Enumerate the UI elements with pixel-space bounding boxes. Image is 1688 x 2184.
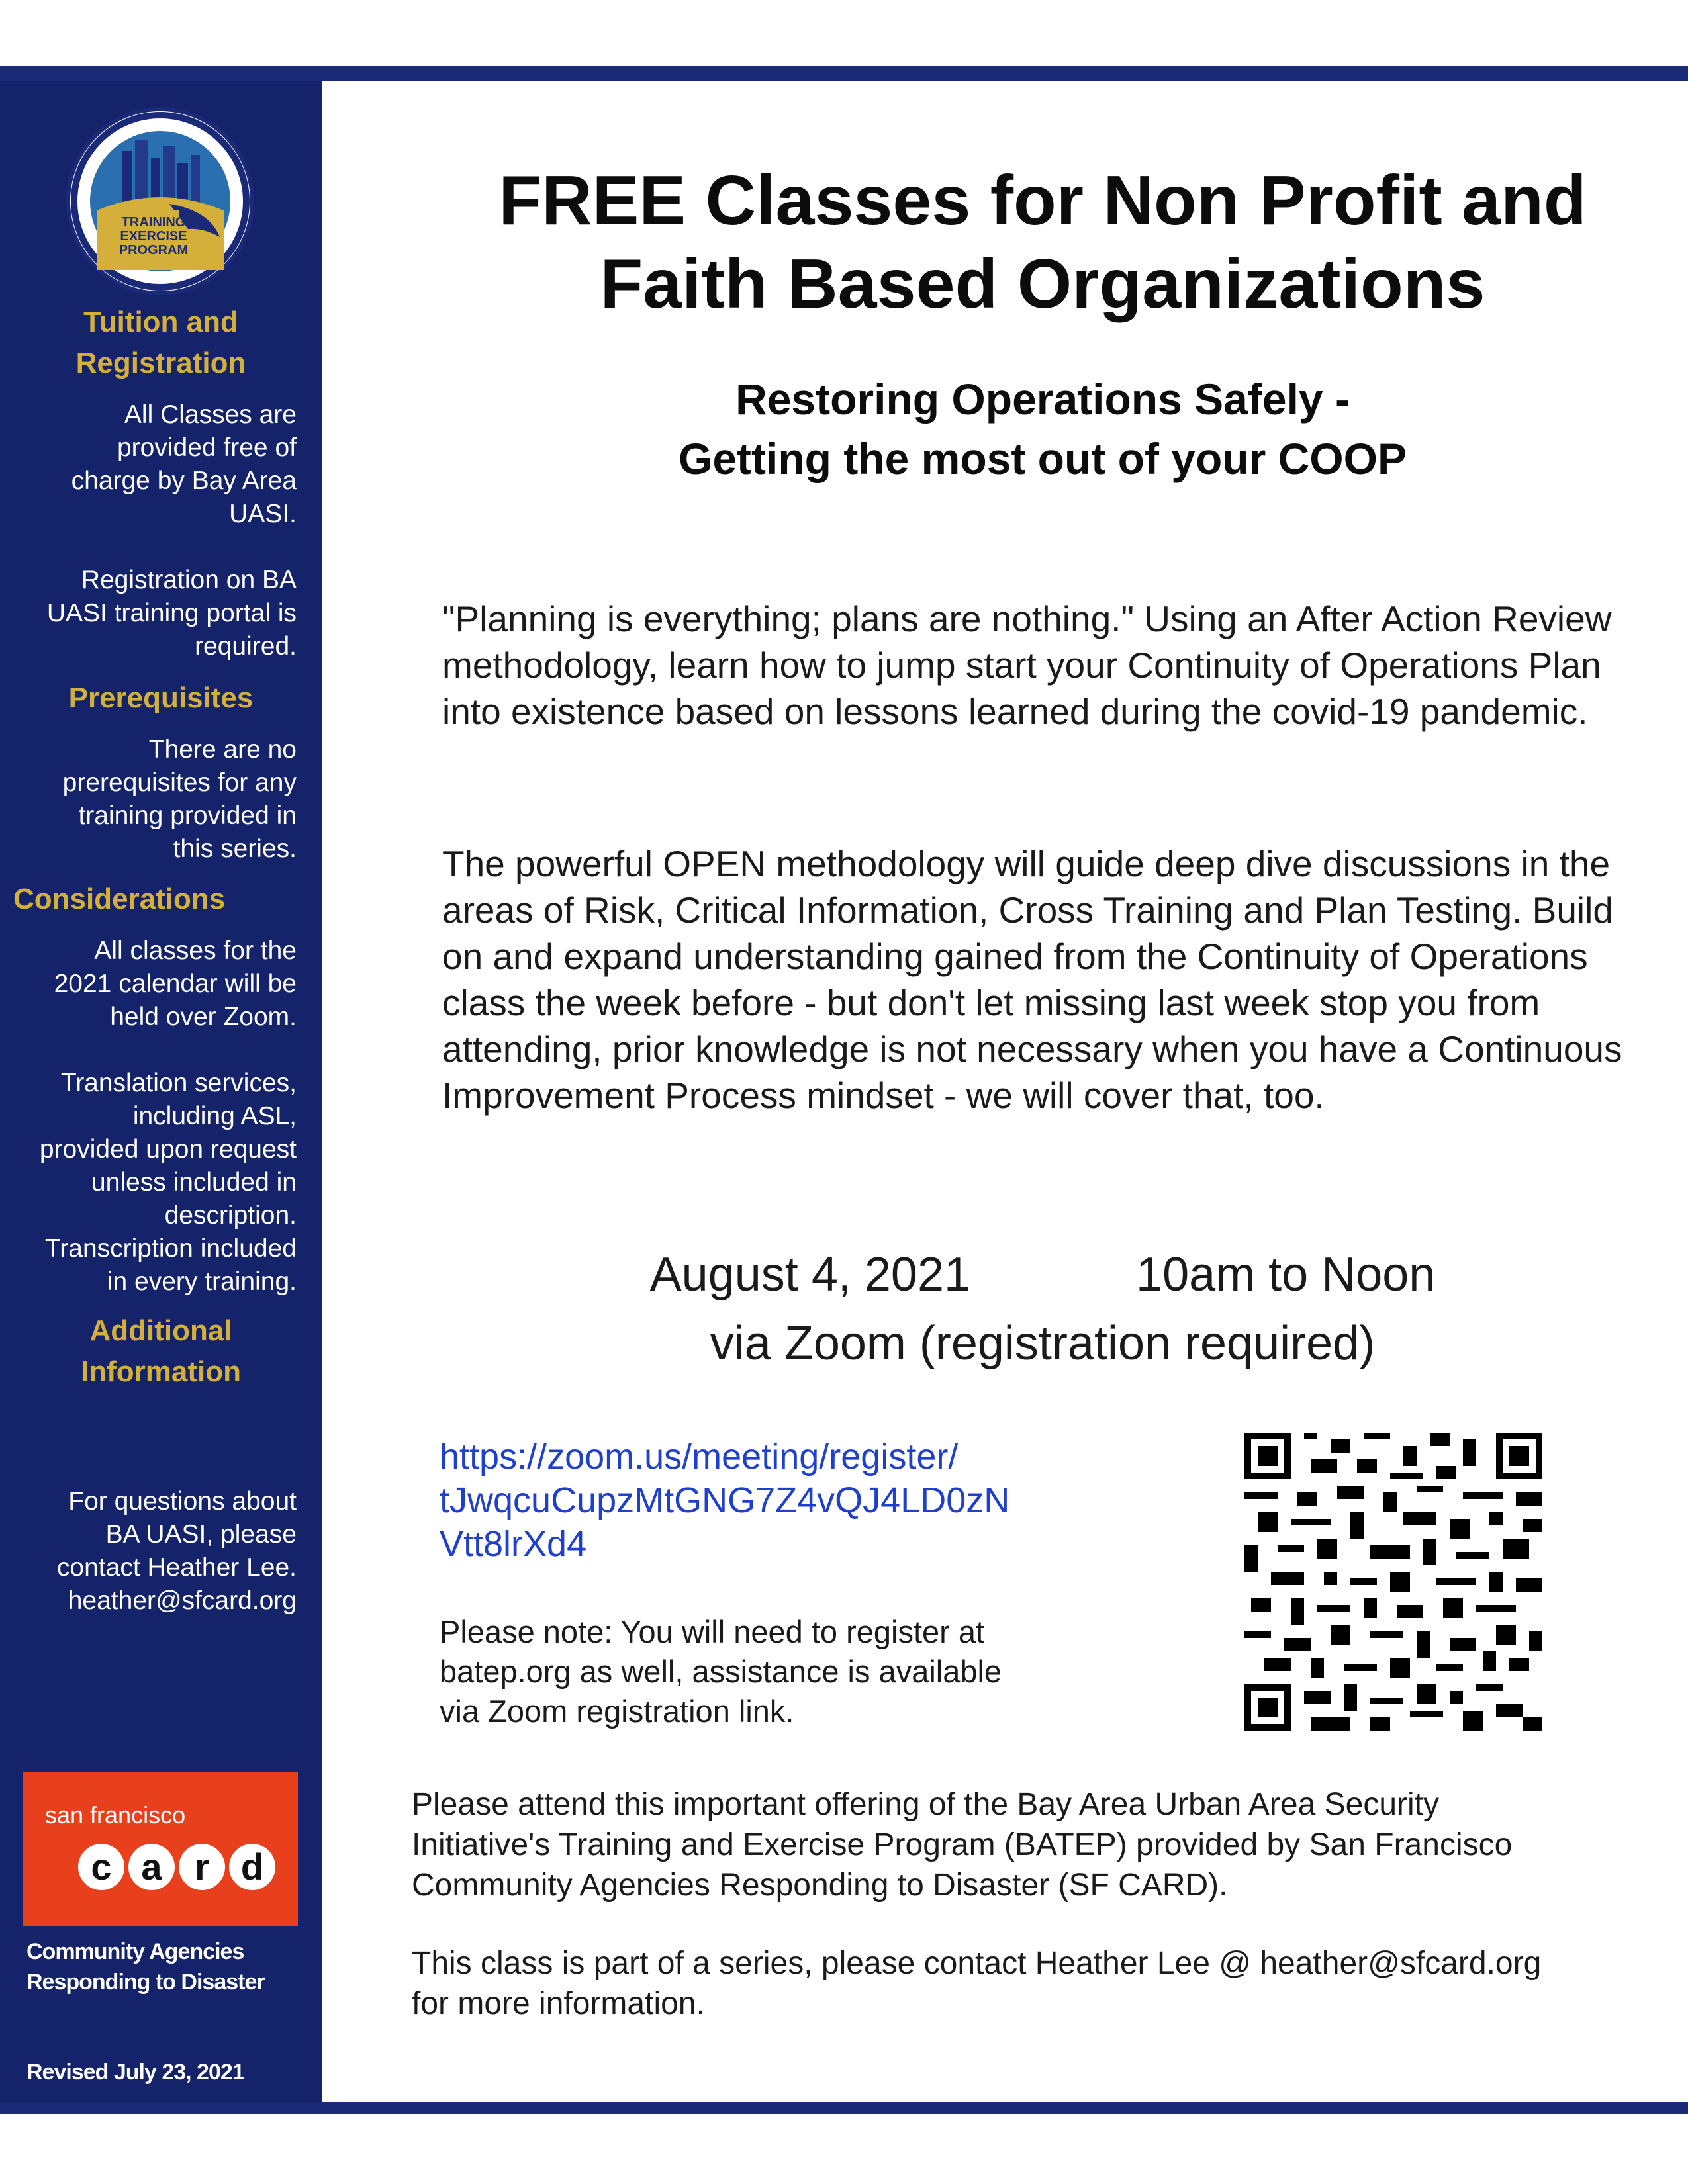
description-paragraph-2: The powerful OPEN methodology will guide deep dive discussions in the areas of Risk, Critical Information, Cross Training and Plan Testing. Build on and expand understanding gained from the Continuity of Operations class the week before - but don't let missing last week stop you from attending, prior knowledge is not necessary when you have a Continuous Improvement Process mindset - we will cover that, too.: [442, 843, 1622, 1116]
attendance-paragraph: Please attend this important offering of the Bay Area Urban Area Security Initiative's Training and Exercise Program (BATEP) provided by San Francisco Community Agencies Responding to Disaster (SF CARD).: [412, 1787, 1513, 1903]
registration-note: Please note: You will need to register at batep.org as well, assistance is available via Zoom registration link.: [440, 1614, 1002, 1729]
card-letter: r: [179, 1844, 225, 1890]
bottom-rule: [0, 2102, 1688, 2114]
event-date: August 4, 2021: [649, 1248, 971, 1301]
top-rule: [0, 66, 1688, 81]
tuition-heading: Tuition and Registration: [75, 306, 246, 379]
revised-date: Revised July 23, 2021: [26, 2060, 244, 2085]
qr-code-icon[interactable]: [1244, 1433, 1542, 1731]
additional-info-heading: Additional Information: [81, 1314, 241, 1388]
batep-logo-graphic: [70, 111, 250, 291]
sf-card-logo: [23, 1772, 298, 1926]
batep-logo: [66, 107, 254, 295]
event-datetime: [397, 1242, 1688, 1308]
card-letter: d: [229, 1844, 275, 1890]
card-tagline: Community Agencies Responding to Disaster: [26, 1939, 265, 1995]
page-title: FREE Classes for Non Profit and Faith Based Organizations: [498, 161, 1587, 323]
prerequisites-heading: Prerequisites: [68, 682, 254, 714]
description-paragraph-1: "Planning is everything; plans are nothing." Using an After Action Review methodology, learn how to jump start your Continuity of Operations Plan into existence based on lessons learned during the covid-19 pandemic.: [442, 598, 1612, 732]
series-contact-paragraph: This class is part of a series, please contact Heather Lee @ heather@sfcard.org for more information.: [412, 1946, 1542, 2021]
considerations-heading: Considerations: [13, 883, 226, 915]
event-location: via Zoom (registration required): [710, 1317, 1376, 1370]
card-city-text: san francisco: [45, 1801, 186, 1829]
card-letters: [78, 1844, 275, 1890]
zoom-register-link[interactable]: https://zoom.us/meeting/register/ tJwqcuCupzMtGNG7Z4vQJ4LD0zN Vtt8lrXd4: [440, 1437, 1010, 1564]
logo-program-text: TRAINING EXERCISE PROGRAM: [118, 215, 189, 257]
event-time: 10am to Noon: [1136, 1248, 1436, 1301]
considerations-text: All classes for the 2021 calendar will be held over Zoom. Translation services, including ASL, provided upon request unless included in description. Transcription included in every training.: [39, 936, 297, 1296]
card-letter: c: [78, 1844, 124, 1890]
card-letter: a: [128, 1844, 175, 1890]
tuition-text: All Classes are provided free of charge by Bay Area UASI. Registration on BA UASI training portal is required.: [46, 400, 297, 660]
sidebar: [0, 81, 322, 2102]
prerequisites-text: There are no prerequisites for any training provided in this series.: [62, 735, 297, 863]
page-subtitle: Restoring Operations Safely - Getting the most out of your COOP: [679, 375, 1407, 483]
additional-info-text: For questions about BA UASI, please contact Heather Lee. heather@sfcard.org: [56, 1487, 297, 1615]
